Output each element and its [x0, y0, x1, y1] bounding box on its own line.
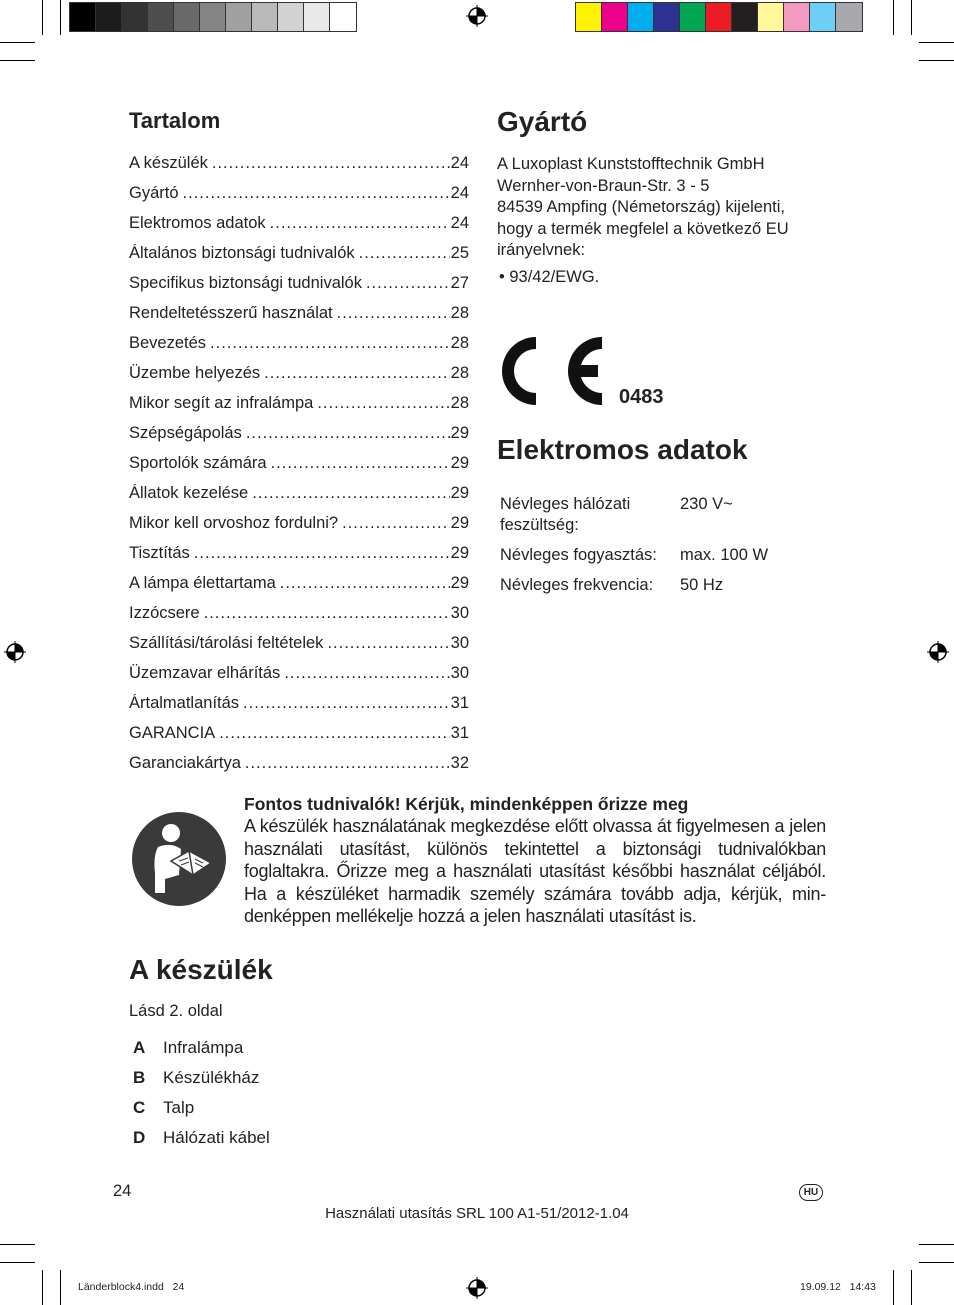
toc-item-label: Specifikus biztonsági tudnivalók: [129, 274, 362, 292]
toc-leader-dots: [280, 574, 450, 593]
address-line: Wernher-von-Braun-Str. 3 - 5: [497, 176, 710, 195]
toc-item-label: Mikor kell orvoshoz fordulni?: [129, 514, 339, 532]
toc-item: [129, 574, 469, 604]
toc-item: [129, 694, 469, 724]
toc-item-page: 29: [450, 574, 469, 592]
toc-item-page: 30: [450, 604, 469, 622]
gray-swatch: [304, 3, 330, 31]
registration-target-icon: [927, 641, 949, 663]
toc-item-label: Szépségápolás: [129, 424, 242, 442]
toc-item: [129, 454, 469, 484]
toc-leader-dots: [284, 664, 449, 683]
gray-swatch: [226, 3, 252, 31]
toc-item-page: 24: [450, 214, 469, 232]
gray-swatch: [252, 3, 278, 31]
toc-item: [129, 394, 469, 424]
device-heading: A készülék: [129, 954, 273, 985]
table-row: [500, 545, 768, 575]
gray-swatch: [278, 3, 304, 31]
toc-leader-dots: [271, 454, 450, 473]
toc-item-label: Garanciakártya: [129, 754, 241, 772]
toc-item-page: 32: [450, 754, 469, 772]
color-swatch: [810, 3, 836, 31]
address-line: 84539 Ampfing (Németország) kijelenti,: [497, 198, 785, 216]
toc-item-page: 31: [450, 694, 469, 712]
document-reference: Használati utasítás SRL 100 A1-51/2012-1.04: [325, 1205, 629, 1222]
language-badge: HU: [799, 1184, 823, 1201]
part-name: Talp: [163, 1098, 195, 1117]
toc-item: [129, 214, 469, 244]
color-swatch: [680, 3, 706, 31]
ce-mark-icon: [502, 334, 612, 408]
list-item: [133, 1098, 270, 1128]
read-manual-icon: [131, 811, 227, 907]
toc-item-label: GARANCIA: [129, 724, 216, 742]
toc-item-label: Állatok kezelése: [129, 484, 249, 502]
toc-item-label: Sportolók számára: [129, 454, 267, 472]
toc-item-page: 29: [450, 424, 469, 442]
slug-file-name: Länderblock4.indd 24: [78, 1281, 185, 1293]
color-swatch: [654, 3, 680, 31]
color-swatch: [732, 3, 758, 31]
toc-item-label: Üzembe helyezés: [129, 364, 261, 382]
toc-item-label: Rendeltetésszerű használat: [129, 304, 333, 322]
gray-color-bar: [69, 2, 357, 32]
toc-item-label: A lámpa élettartama: [129, 574, 276, 592]
gray-swatch: [122, 3, 148, 31]
toc-title: Tartalom: [129, 108, 221, 133]
toc-leader-dots: [210, 334, 450, 353]
table-of-contents: [129, 154, 469, 784]
directive-bullet: • 93/42/EWG.: [499, 268, 600, 286]
toc-item: [129, 244, 469, 274]
color-swatch: [576, 3, 602, 31]
gray-swatch: [148, 3, 174, 31]
part-letter: B: [133, 1068, 146, 1087]
toc-leader-dots: [245, 754, 450, 773]
toc-item-label: Üzemzavar elhárítás: [129, 664, 281, 682]
spec-value: 230 V~: [680, 495, 733, 513]
toc-item-label: Ártalmatlanítás: [129, 694, 240, 712]
toc-item: [129, 154, 469, 184]
toc-item: [129, 604, 469, 634]
part-name: Hálózati kábel: [163, 1128, 270, 1147]
process-color-bar: [575, 2, 863, 32]
gray-swatch: [174, 3, 200, 31]
gray-swatch: [70, 3, 96, 31]
registration-target-icon: [4, 641, 26, 663]
toc-item-page: 31: [450, 724, 469, 742]
color-swatch: [602, 3, 628, 31]
toc-leader-dots: [359, 244, 450, 263]
toc-item-page: 24: [450, 154, 469, 172]
toc-item-label: Mikor segít az infralámpa: [129, 394, 314, 412]
registration-target-icon: [466, 5, 488, 27]
spec-key: Névleges frekvencia:: [500, 576, 654, 594]
address-line: A Luxoplast Kunststofftechnik GmbH: [497, 155, 765, 173]
part-letter: C: [133, 1098, 146, 1117]
toc-leader-dots: [366, 274, 450, 293]
toc-item-page: 28: [450, 304, 469, 322]
toc-item-page: 28: [450, 364, 469, 382]
spec-key: feszültség:: [500, 516, 579, 534]
toc-item-label: Elektromos adatok: [129, 214, 266, 232]
toc-item: [129, 274, 469, 304]
registration-target-icon: [466, 1277, 488, 1299]
electrical-spec-table: [500, 494, 768, 605]
toc-item-label: Tisztítás: [129, 544, 190, 562]
toc-item: [129, 724, 469, 754]
toc-item: [129, 544, 469, 574]
toc-item: [129, 304, 469, 334]
gray-swatch: [330, 3, 356, 31]
toc-item: [129, 754, 469, 784]
toc-item-label: Bevezetés: [129, 334, 207, 352]
page-number: 24: [113, 1182, 132, 1200]
list-item: [133, 1038, 270, 1068]
toc-item-page: 29: [450, 454, 469, 472]
notified-body-number: 0483: [619, 386, 664, 408]
spec-value: max. 100 W: [680, 546, 769, 564]
toc-item: [129, 424, 469, 454]
toc-leader-dots: [342, 514, 450, 533]
parts-list: [133, 1038, 270, 1158]
address-line: irányelvnek:: [497, 241, 586, 259]
part-name: Készülékház: [163, 1068, 260, 1087]
toc-item: [129, 184, 469, 214]
toc-leader-dots: [270, 214, 450, 233]
gray-swatch: [200, 3, 226, 31]
toc-leader-dots: [246, 424, 450, 443]
toc-leader-dots: [194, 544, 450, 563]
gray-swatch: [96, 3, 122, 31]
toc-leader-dots: [243, 694, 450, 713]
toc-item: [129, 514, 469, 544]
toc-item-page: 28: [450, 394, 469, 412]
toc-item: [129, 334, 469, 364]
toc-item-page: 29: [450, 484, 469, 502]
see-page-note: Lásd 2. oldal: [129, 1002, 223, 1020]
manufacturer-address: [497, 154, 789, 262]
toc-item-page: 27: [450, 274, 469, 292]
table-row: [500, 494, 768, 545]
toc-leader-dots: [183, 184, 450, 203]
part-letter: A: [133, 1038, 146, 1057]
toc-item: [129, 634, 469, 664]
part-name: Infralámpa: [163, 1038, 244, 1057]
toc-item-page: 25: [450, 244, 469, 262]
toc-leader-dots: [317, 394, 449, 413]
electrical-heading: Elektromos adatok: [497, 434, 748, 465]
part-letter: D: [133, 1128, 146, 1147]
color-swatch: [784, 3, 810, 31]
toc-item-page: 29: [450, 544, 469, 562]
toc-item-page: 30: [450, 634, 469, 652]
notice-body: A készülék használatának megkezdése előtt olvassa át figyelmesen a jelen használati utasítást, különös tekintettel a biztonsági tudnivalókban foglaltakra. Őrizze meg a használati utasítást későbbi használat céljából. Ha a készüléket harmadik személy számára tovább adja, kérjük, min-denképpen mellékelje hozzá a jelen használati utasítást is.: [244, 816, 826, 926]
color-swatch: [628, 3, 654, 31]
spec-key: Névleges hálózati: [500, 495, 631, 513]
toc-leader-dots: [219, 724, 449, 743]
list-item: [133, 1128, 270, 1158]
table-row: [500, 575, 768, 605]
toc-item-label: Szállítási/tárolási feltételek: [129, 634, 324, 652]
spec-key: Névleges fogyasztás:: [500, 546, 657, 564]
toc-leader-dots: [327, 634, 449, 653]
list-item: [133, 1068, 270, 1098]
toc-leader-dots: [204, 604, 450, 623]
toc-item: [129, 484, 469, 514]
toc-item-page: 24: [450, 184, 469, 202]
manufacturer-heading: Gyártó: [497, 106, 588, 137]
toc-item-label: Izzócsere: [129, 604, 200, 622]
toc-leader-dots: [252, 484, 449, 503]
toc-item: [129, 364, 469, 394]
toc-item-page: 30: [450, 664, 469, 682]
notice-title: Fontos tudnivalók! Kérjük, mindenképpen őrizze meg: [244, 794, 689, 814]
toc-leader-dots: [337, 304, 450, 323]
toc-leader-dots: [264, 364, 449, 383]
color-swatch: [706, 3, 732, 31]
toc-item-page: 29: [450, 514, 469, 532]
toc-item-label: Általános biztonsági tudnivalók: [129, 244, 355, 262]
color-swatch: [836, 3, 862, 31]
toc-item-page: 28: [450, 334, 469, 352]
toc-item: [129, 664, 469, 694]
address-line: hogy a termék megfelel a következő EU: [497, 219, 789, 238]
slug-timestamp: 19.09.12 14:43: [800, 1281, 876, 1293]
toc-item-label: Gyártó: [129, 184, 179, 202]
toc-leader-dots: [212, 154, 450, 173]
color-swatch: [758, 3, 784, 31]
spec-value: 50 Hz: [680, 576, 724, 594]
toc-item-label: A készülék: [129, 154, 208, 172]
